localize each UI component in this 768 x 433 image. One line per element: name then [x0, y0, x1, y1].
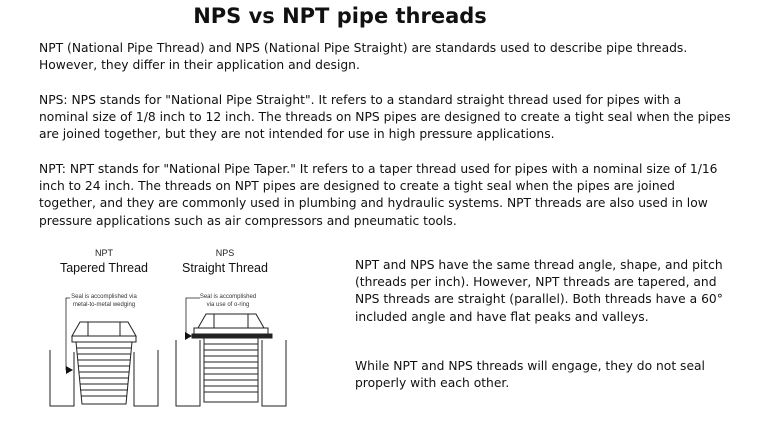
thread-comparison-diagram: [36, 240, 292, 418]
npt-abbr-label: NPT: [95, 248, 113, 258]
nps-paragraph: NPS: NPS stands for "National Pipe Straight". It refers to a standard straight thread used for pipes with a nominal size of 1/8 inch to 12 inch. The threads on NPS pipes are designed to create a tight seal when the pipes are joined together, but they are not intended for use in high pressure applications.: [39, 93, 731, 142]
npt-leader-line: [66, 298, 70, 370]
seal-note-paragraph: While NPT and NPS threads will engage, they do not seal properly with each other.: [355, 359, 705, 391]
nps-abbr-label: NPS: [215, 248, 235, 258]
intro-paragraph: NPT (National Pipe Thread) and NPS (National Pipe Straight) are standards used to describe pipe threads. However, they differ in their application and design.: [39, 41, 688, 73]
nps-seal-note-1: Seal is accomplished: [199, 294, 257, 300]
npt-seal-note-1: Seal is accomplished via: [71, 294, 137, 300]
npt-seal-note-2: metal-to-metal wedging: [72, 302, 136, 308]
nps-arrowhead: [185, 332, 192, 340]
npt-paragraph: NPT: NPT stands for "National Pipe Taper." It refers to a taper thread used for pipes with a nominal size of 1/16 inch to 24 inch. The threads on NPT pipes are designed to create a tight seal when the pipes are joined together, and they are commonly used in plumbing and hydraulic systems. NPT threads are also used in low pressure applications such as air compressors and pneumatic tools.: [39, 162, 718, 228]
npt-arrowhead: [66, 366, 73, 374]
comparison-paragraph: NPT and NPS have the same thread angle, shape, and pitch (threads per inch). However, NPT threads are tapered, and NPS threads are straight (parallel). Both threads have a 60° included angle and have flat peaks and valleys.: [355, 258, 723, 324]
nps-fitting: [176, 314, 286, 406]
npt-name-label: Tapered Thread: [59, 261, 149, 275]
nps-seal-note-2: via use of o-ring: [206, 302, 250, 308]
nps-name-label: Straight Thread: [182, 261, 268, 275]
page-title: NPS vs NPT pipe threads: [193, 4, 487, 28]
